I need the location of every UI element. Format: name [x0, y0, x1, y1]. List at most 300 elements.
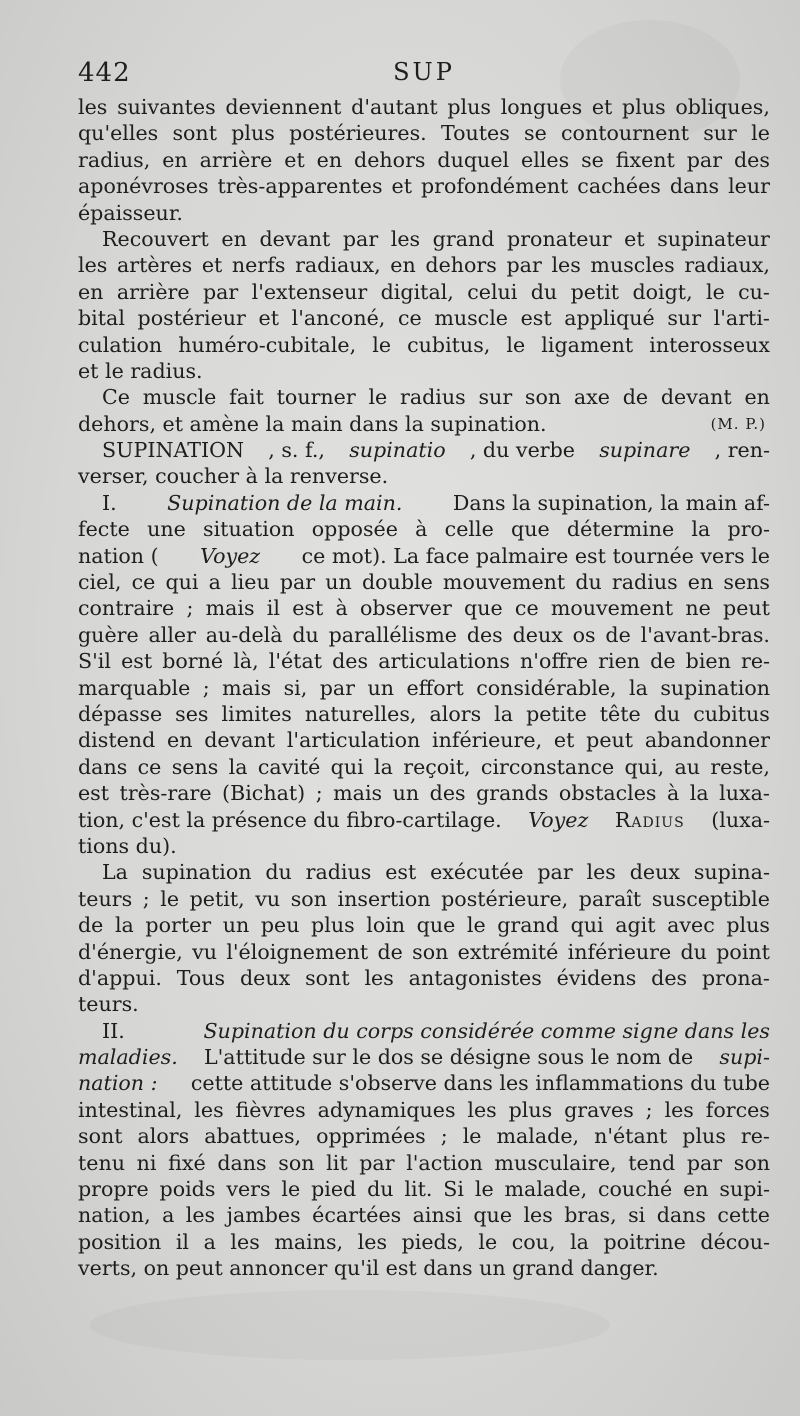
word: les: [664, 1097, 694, 1122]
word: la: [228, 754, 248, 779]
word: agit: [615, 913, 656, 938]
etymology-text: , du verbe: [469, 438, 575, 463]
word: luxa-: [719, 781, 770, 806]
word: du: [265, 860, 292, 885]
text-line: [78, 859, 770, 885]
text-line: [78, 173, 770, 199]
word: qu'elles: [78, 121, 159, 146]
word: de: [650, 649, 676, 674]
word: son: [733, 1150, 770, 1175]
word: l'avant-bras.: [640, 622, 770, 647]
word: ce: [137, 754, 162, 779]
text-body: [78, 94, 770, 1282]
paragraph: [78, 94, 770, 226]
word: rien: [598, 649, 641, 674]
word: ;: [440, 1124, 448, 1149]
word: radiaux,: [684, 253, 770, 278]
word: pro-: [727, 517, 770, 542]
word: le: [368, 385, 388, 410]
paragraph: [78, 384, 770, 437]
word: observer: [359, 596, 452, 621]
word: distend: [78, 728, 156, 753]
word: est: [78, 781, 110, 806]
word: le: [462, 1124, 482, 1149]
text-line: [78, 1044, 770, 1070]
word: a: [162, 1203, 175, 1228]
text-line: et le radius.: [78, 358, 203, 383]
word: plus: [682, 1124, 726, 1149]
word: son: [524, 385, 562, 410]
section-title: Supination du corps considérée comme signe dans les: [203, 1018, 770, 1043]
word: Ce: [102, 385, 130, 410]
word: une: [147, 517, 186, 542]
word: ciel,: [78, 570, 122, 595]
word: postérieure,: [441, 886, 569, 911]
word: par: [342, 226, 379, 251]
word: mouvement: [550, 596, 674, 621]
word: graves: [564, 1097, 634, 1122]
word: tend: [628, 1150, 676, 1175]
word: lieu: [231, 570, 270, 595]
word: cachées: [577, 174, 661, 199]
word: porter: [145, 913, 212, 938]
text-line: [78, 1176, 770, 1202]
text-line: [78, 305, 770, 331]
word: supi-: [719, 1177, 770, 1202]
word: bital: [78, 306, 125, 331]
word: la: [689, 781, 709, 806]
word: sont: [172, 121, 217, 146]
word: les: [357, 1229, 388, 1254]
word: pied: [311, 1177, 357, 1202]
word: en: [167, 728, 193, 753]
word: nerfs: [231, 253, 286, 278]
text-line: [78, 569, 770, 595]
word: mais: [205, 596, 255, 621]
word: muscles: [590, 253, 675, 278]
word: aller: [148, 622, 196, 647]
word: peu: [260, 913, 300, 938]
word: par: [279, 570, 316, 595]
word: le: [478, 1229, 498, 1254]
word: sur: [703, 121, 737, 146]
text-line: [78, 675, 770, 701]
word: fait: [229, 385, 264, 410]
word: forces: [705, 1097, 770, 1122]
line-text: Dans la supination, la main af-: [452, 490, 770, 515]
word: interosseux: [649, 332, 770, 357]
word: abandonner: [644, 728, 770, 753]
word: vu: [192, 939, 218, 964]
word: plus: [311, 913, 355, 938]
word: l'arti-: [713, 306, 770, 331]
word: double: [361, 570, 433, 595]
word: les: [364, 965, 394, 990]
word: devant: [259, 226, 331, 251]
word: effort: [406, 675, 464, 700]
word: lit.: [404, 1177, 433, 1202]
word: ne: [685, 596, 711, 621]
word: d'énergie,: [78, 939, 183, 964]
word: aponévroses: [78, 174, 209, 199]
text-line: [78, 939, 770, 965]
word: dehors: [354, 147, 426, 172]
word: naturelles,: [304, 701, 417, 726]
word: os: [572, 622, 596, 647]
word: se: [524, 121, 547, 146]
word: grands: [476, 781, 549, 806]
dictionary-entry: [78, 437, 770, 490]
word: sont: [78, 1124, 123, 1149]
section-supination-main: [78, 490, 770, 859]
word: radius: [305, 860, 372, 885]
word: contraire: [78, 596, 175, 621]
word: malade,: [496, 1124, 580, 1149]
word: culation: [78, 332, 163, 357]
word: les: [185, 1203, 216, 1228]
word: bras,: [564, 1203, 617, 1228]
section-numeral: I.: [102, 490, 117, 515]
text-line: [78, 1229, 770, 1255]
word: avec: [667, 913, 715, 938]
text-line: [78, 1070, 770, 1096]
word: ce: [131, 570, 156, 595]
word: deux: [629, 860, 680, 885]
word: ainsi: [412, 1203, 462, 1228]
text-line: [78, 543, 770, 569]
word: fecte: [78, 517, 130, 542]
text-line: [78, 437, 770, 463]
word: en: [316, 147, 343, 172]
text-line: [78, 701, 770, 727]
word: des: [466, 622, 503, 647]
word: muscle: [142, 385, 217, 410]
word: dans: [217, 1150, 267, 1175]
word: marquable: [78, 675, 191, 700]
word: de: [605, 622, 631, 647]
latin-term: supinatio: [349, 438, 446, 463]
word: sur: [667, 306, 702, 331]
word: sens: [171, 754, 219, 779]
word: décou-: [700, 1229, 770, 1254]
word: le: [281, 1177, 301, 1202]
word: si,: [283, 675, 308, 700]
word: ;: [315, 781, 323, 806]
word: un: [367, 675, 394, 700]
word: parallélisme: [328, 622, 457, 647]
text-line: [78, 780, 770, 806]
word: ni: [136, 1150, 157, 1175]
word: qui: [330, 754, 364, 779]
word: évidens: [556, 965, 637, 990]
word: leur: [728, 174, 770, 199]
text-line: [78, 147, 770, 173]
word: cubitus: [693, 701, 770, 726]
word: ;: [645, 1097, 653, 1122]
word: au-delà: [205, 622, 283, 647]
word: paraît: [578, 886, 642, 911]
cross-reference-term: Radius: [614, 807, 685, 832]
word: prona-: [701, 965, 770, 990]
word: radiaux,: [295, 253, 381, 278]
word: petit: [570, 279, 620, 304]
word: muscle: [434, 306, 508, 331]
word: postérieures.: [289, 121, 427, 146]
grammar-note: , s. f.,: [268, 438, 325, 463]
word: du: [680, 939, 707, 964]
word: par: [506, 253, 542, 278]
word: et: [624, 226, 645, 251]
word: radius: [611, 570, 678, 595]
paragraph: [78, 859, 770, 1017]
word: obliques,: [675, 95, 770, 119]
word: petit,: [189, 886, 245, 911]
word: et: [284, 147, 305, 172]
word: devant: [660, 385, 732, 410]
word: du: [367, 1177, 394, 1202]
word: la: [494, 701, 514, 726]
word: ce: [397, 306, 422, 331]
word: susceptible: [651, 886, 770, 911]
word: inférieure: [567, 939, 672, 964]
word: dépasse: [78, 701, 163, 726]
word: des: [733, 147, 770, 172]
text-line: [78, 754, 770, 780]
word: arrière: [116, 279, 190, 304]
word: plus: [726, 913, 770, 938]
word: en: [683, 1177, 709, 1202]
word: de: [78, 913, 104, 938]
word: teurs: [78, 886, 133, 911]
word: fièvres: [235, 1097, 306, 1122]
word: plus: [622, 95, 666, 119]
word: cubitus,: [407, 332, 491, 357]
word: borné: [162, 649, 224, 674]
word: intestinal,: [78, 1097, 183, 1122]
word: Si: [443, 1177, 464, 1202]
word: sens: [723, 570, 770, 595]
word: bien: [685, 649, 731, 674]
word: de: [377, 939, 403, 964]
word: nation,: [78, 1203, 151, 1228]
word: d'autant: [351, 95, 438, 119]
word: dans: [669, 174, 720, 199]
word: radius: [400, 385, 466, 410]
word: mouvement: [442, 570, 566, 595]
word: les: [551, 253, 581, 278]
word: n'étant: [594, 1124, 668, 1149]
word: doigt,: [632, 279, 693, 304]
word: est: [121, 649, 153, 674]
word: sur: [478, 385, 513, 410]
text-line: [78, 648, 770, 674]
word: par: [686, 1150, 723, 1175]
word: son: [412, 939, 449, 964]
word: suivantes: [117, 95, 216, 119]
word: limites: [221, 701, 292, 726]
word: point: [716, 939, 770, 964]
word: le: [466, 913, 486, 938]
word: est: [520, 306, 552, 331]
word: pronateur: [507, 226, 612, 251]
word: poids: [159, 1177, 216, 1202]
word: des: [332, 649, 369, 674]
text-line: teurs.: [78, 992, 139, 1017]
word: tourner: [276, 385, 356, 410]
word: n'offre: [520, 649, 589, 674]
word: insertion: [337, 886, 431, 911]
word: re-: [740, 649, 770, 674]
line-text: dehors, et amène la main dans la supination.: [78, 411, 547, 436]
word: et: [553, 728, 575, 753]
text-line: [78, 1097, 770, 1123]
word: que: [511, 517, 550, 542]
text-line: verser, coucher à la renverse.: [78, 464, 389, 489]
page-number: 442: [78, 58, 131, 88]
word: pieds,: [401, 1229, 464, 1254]
text-line: [78, 807, 770, 833]
word: devant: [204, 728, 276, 753]
word: a: [203, 1229, 216, 1254]
text-line: [78, 384, 770, 410]
word: un: [325, 570, 352, 595]
word: considérable,: [476, 675, 617, 700]
section-title: Supination de la main.: [167, 490, 403, 515]
word: qui: [165, 570, 199, 595]
word: huméro-cubitale,: [178, 332, 357, 357]
word: et: [591, 95, 613, 119]
paragraph: [78, 226, 770, 384]
word: la: [374, 754, 393, 779]
line-text: cette attitude s'observe dans les inflammations du tube: [190, 1071, 770, 1096]
word: jambes: [226, 1203, 301, 1228]
section-title: maladies.: [78, 1045, 178, 1070]
text-line: [78, 1150, 770, 1176]
word: vu: [255, 886, 281, 911]
word: celui: [467, 279, 518, 304]
word: l'état: [268, 649, 323, 674]
word: grand: [497, 913, 559, 938]
text-line: [78, 622, 770, 648]
word: petite: [526, 701, 587, 726]
word: axe: [573, 385, 610, 410]
word: malade,: [504, 1177, 588, 1202]
word: du: [530, 279, 558, 304]
text-line: épaisseur.: [78, 200, 183, 225]
word: en: [390, 253, 416, 278]
word: la: [114, 913, 134, 938]
word: le: [474, 1177, 494, 1202]
word: couché: [598, 1177, 673, 1202]
word: détermine: [566, 517, 675, 542]
word: ;: [142, 886, 150, 911]
word: les: [230, 1229, 260, 1254]
word: deviennent: [225, 95, 342, 119]
word: elles: [521, 147, 570, 172]
word: duquel: [437, 147, 510, 172]
word: reste,: [710, 754, 770, 779]
word: écartées: [312, 1203, 402, 1228]
word: cou,: [511, 1229, 556, 1254]
text-line: verts, on peut annoncer qu'il est dans un grand danger.: [78, 1256, 659, 1281]
word: abattues,: [204, 1124, 302, 1149]
word: les: [78, 253, 108, 278]
word: les: [586, 860, 616, 885]
word: à: [335, 596, 348, 621]
word: son: [278, 1150, 315, 1175]
word: alors: [429, 701, 482, 726]
text-line: [78, 1202, 770, 1228]
text-line: [78, 226, 770, 252]
word: articulations: [378, 649, 510, 674]
word: loin: [366, 913, 406, 938]
word: antagonistes: [408, 965, 542, 990]
word: arrière: [199, 147, 273, 172]
word: supination: [660, 675, 770, 700]
term: nation :: [78, 1071, 158, 1096]
word: plus: [231, 121, 275, 146]
word: le: [160, 886, 180, 911]
text-line: [78, 1018, 770, 1044]
word: mains,: [274, 1229, 344, 1254]
word: les: [523, 1203, 553, 1228]
word: obstacles: [558, 781, 657, 806]
word: S'il: [78, 649, 111, 674]
section-supination-corps: [78, 1018, 770, 1282]
word: celle: [444, 517, 494, 542]
word: supination: [141, 860, 252, 885]
word: musculaire,: [494, 1150, 617, 1175]
line-text: nation (: [78, 543, 159, 568]
line-text: , ren-: [714, 438, 770, 463]
word: propre: [78, 1177, 149, 1202]
section-numeral: II.: [102, 1018, 125, 1043]
page-header: [78, 58, 770, 94]
running-head: SUP: [393, 58, 455, 86]
word: peut: [723, 596, 770, 621]
cross-reference: Voyez: [528, 807, 589, 832]
word: il: [175, 1229, 190, 1254]
word: profondément: [420, 174, 569, 199]
word: est: [292, 596, 324, 621]
latin-verb: supinare: [599, 438, 691, 463]
word: les: [194, 1097, 224, 1122]
word: opposée: [311, 517, 398, 542]
word: La: [102, 860, 128, 885]
word: un: [222, 913, 250, 938]
text-line: [78, 516, 770, 542]
word: à: [667, 781, 680, 806]
word: mais: [333, 781, 383, 806]
word: en: [744, 385, 770, 410]
word: ;: [202, 675, 210, 700]
word: les: [390, 226, 421, 251]
word: sont: [305, 965, 350, 990]
word: ses: [175, 701, 209, 726]
word: exécutée: [430, 860, 524, 885]
word: supina-: [693, 860, 770, 885]
word: situation: [203, 517, 295, 542]
word: Recouvert: [102, 226, 209, 251]
word: plus: [508, 1097, 553, 1122]
word: plus: [447, 95, 491, 119]
text-line: [78, 595, 770, 621]
word: que: [464, 596, 503, 621]
word: longues: [500, 95, 583, 119]
word: alors: [137, 1124, 190, 1149]
word: extrémité: [457, 939, 559, 964]
word: artères: [116, 253, 193, 278]
